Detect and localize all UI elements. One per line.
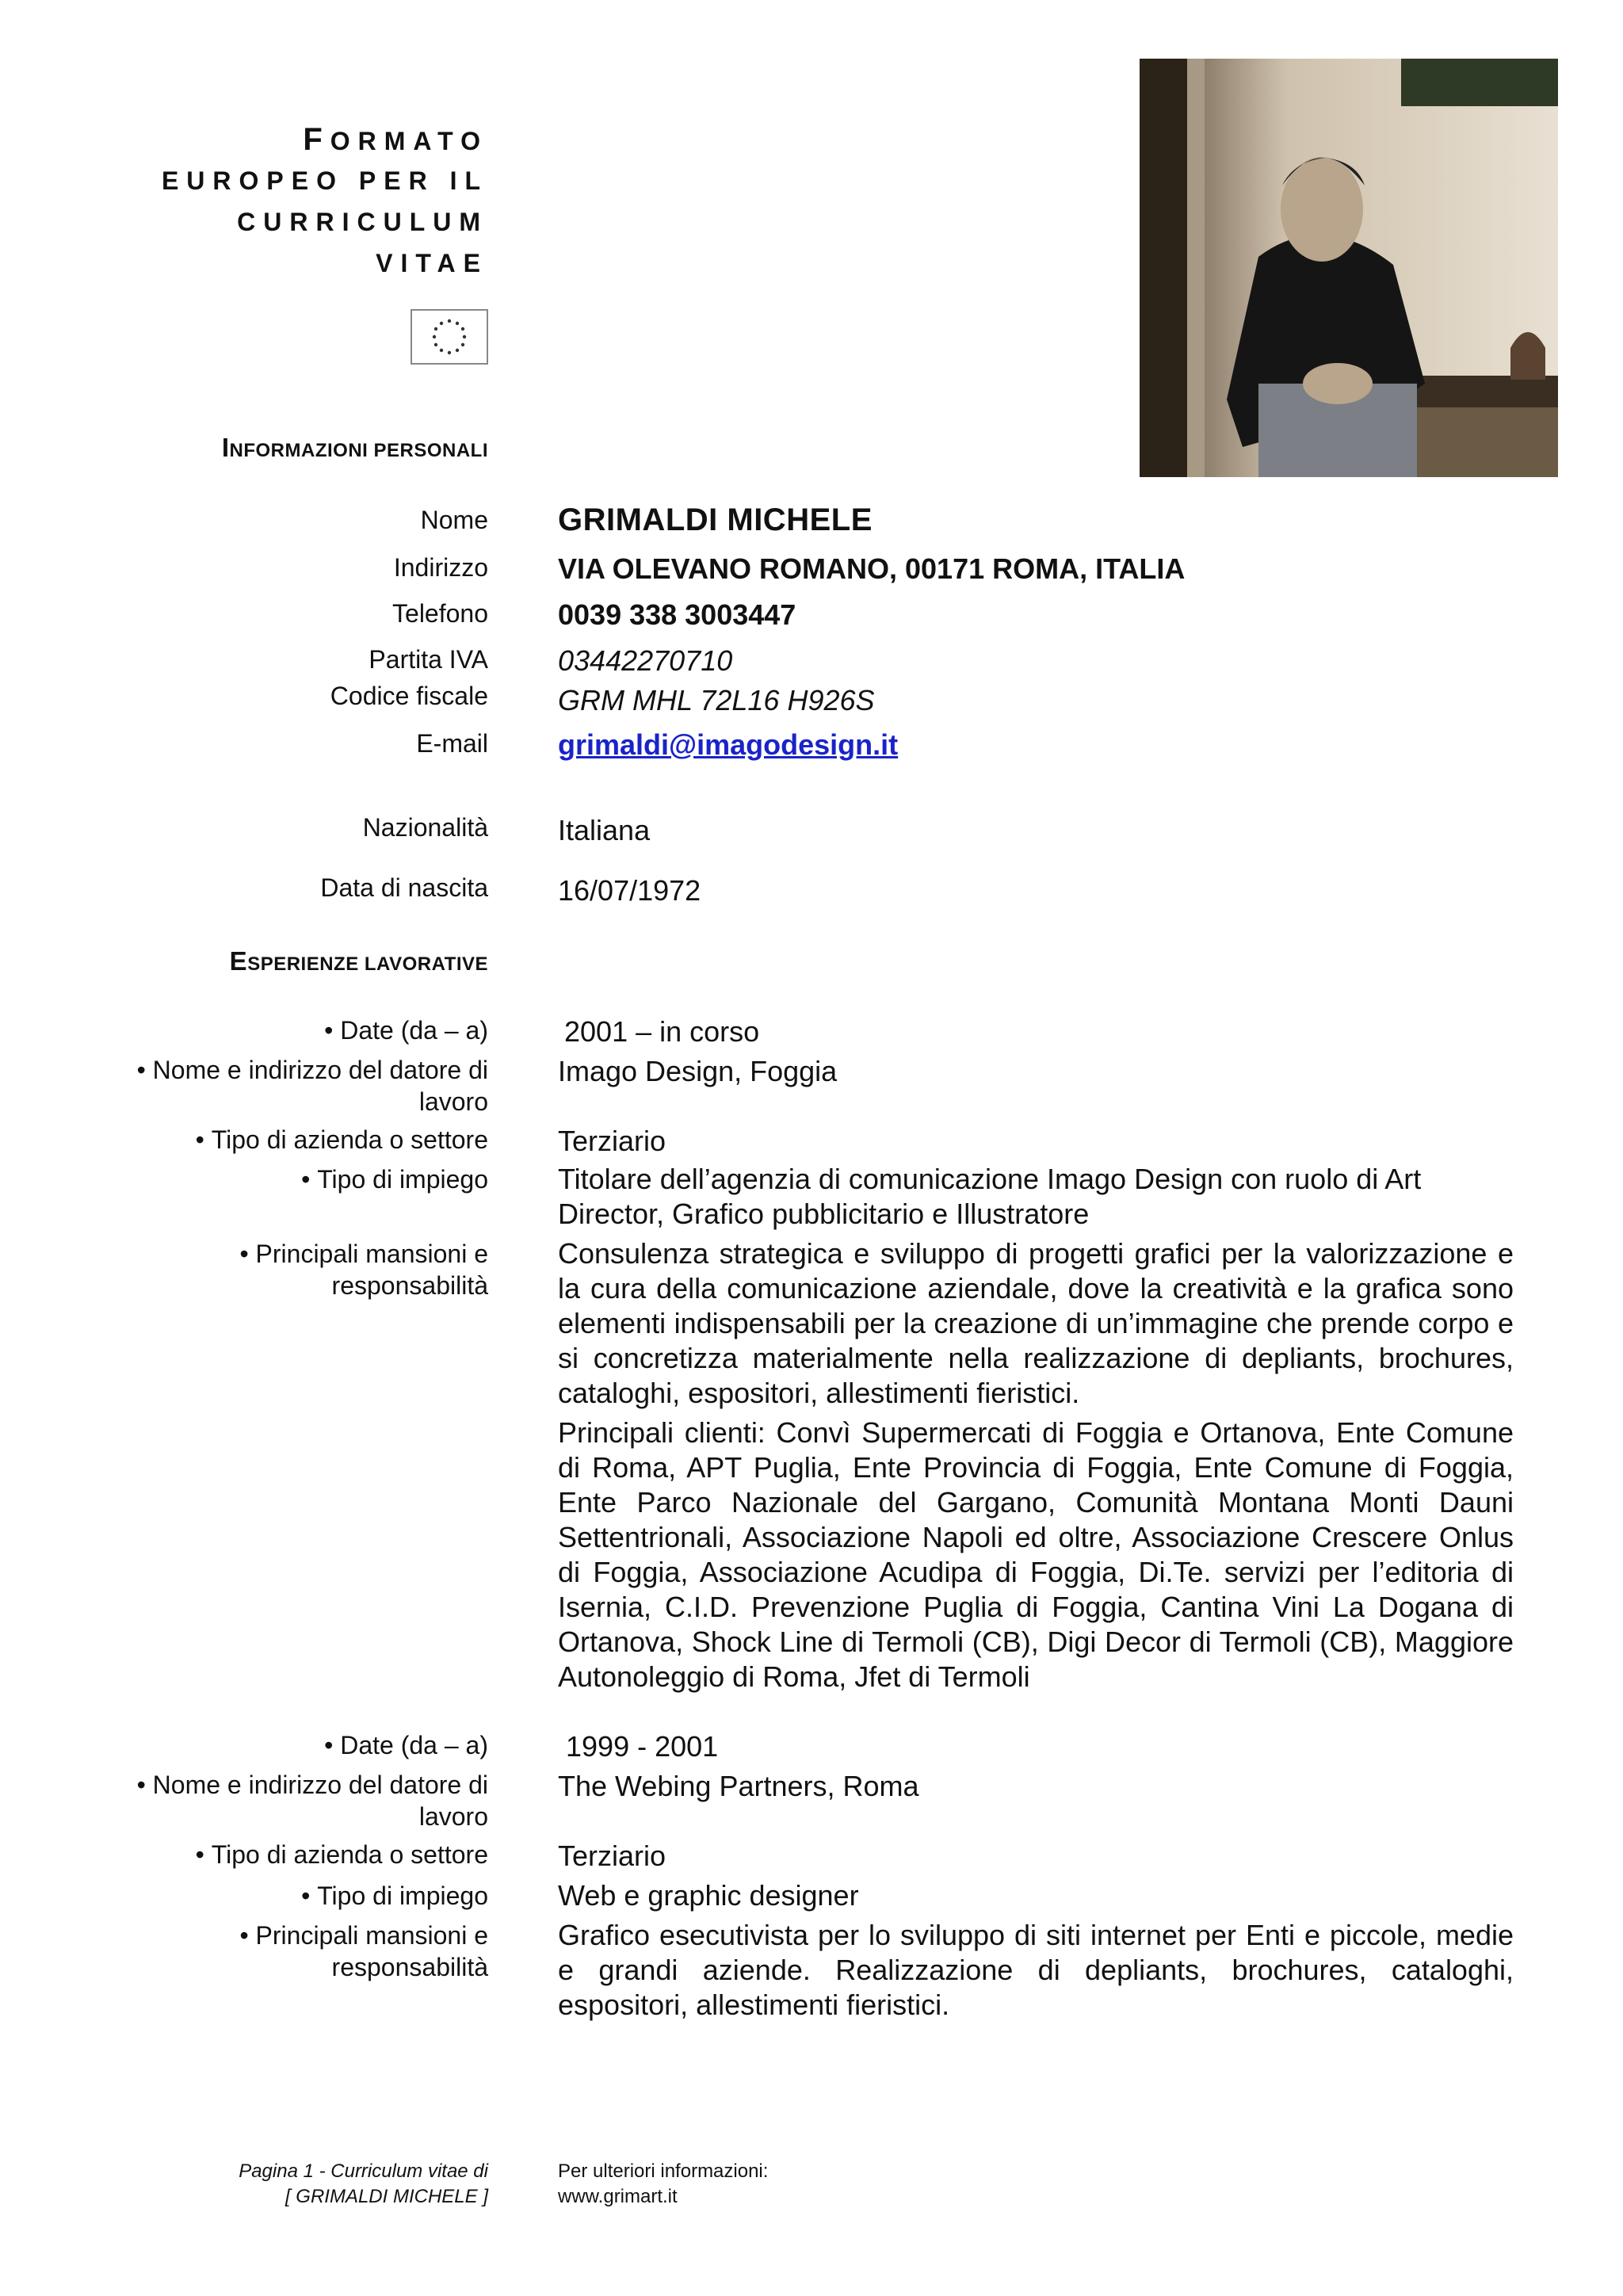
label-tipo-impiego-job-2: • Tipo di impiego [108, 1880, 488, 1912]
clienti-paragraph: Principali clienti: Convì Supermercati di Foggia e Ortanova, Ente Comune di Roma, APT Puglia, Ente Provincia di Foggia, Ente Comune di Foggia, Ente Parco Nazionale del Gargano, Comunità Montana Monti Dauni Settentrionali, Associazione Napoli ed oltre, Associazione Crescere Onlus di Foggia, Associazione Acudipa di Foggia, Di.Te. servizi per l’editoria di Isernia, C.I.D. Prevenzione Puglia di Foggia, Cantina Vini La Dogana di Ortanova, Shock Line di Termoli (CB), Digi Decor di Termoli (CB), Maggiore Autonoleggio di Roma, Jfet di Termoli [558, 1416, 1514, 1693]
value-codice-fiscale: GRM MHL 72L16 H926S [558, 684, 875, 716]
label-indirizzo: Indirizzo [393, 553, 488, 582]
value-telefono: 0039 338 3003447 [558, 598, 796, 631]
footer-name-line: [ GRIMALDI MICHELE ] [285, 2186, 488, 2207]
footer-website-link[interactable]: www.grimart.it [558, 2186, 678, 2207]
mansioni-paragraph: Grafico esecutivista per lo sviluppo di siti internet per Enti e piccole, medie e grandi aziende. Realizzazione di depliants, brochures, cataloghi, espositori, allestimenti fieristici. [558, 1919, 1514, 2021]
value-datore-job-2: The Webing Partners, Roma [558, 1770, 919, 1802]
mansioni-paragraph: Consulenza strategica e sviluppo di progetti grafici per la valorizzazione e la cura della comunicazione aziendale, dove la creatività e la grafica sono elementi indispensabili per la creazione di un’immagine che prende corpo e si concretizza materialmente nella realizzazione di depliants, brochures, cataloghi, espositori, allestimenti fieristici. [558, 1237, 1514, 1409]
label-data-nascita: Data di nascita [320, 873, 488, 902]
value-partita-iva: 03442270710 [558, 644, 733, 677]
value-tipo-impiego-job-1: Titolare dell’agenzia di comunicazione Imago Design con ruolo di Art Director, Grafico pubblicitario e Illustratore [558, 1163, 1422, 1230]
label-nome: Nome [420, 506, 488, 534]
section-header-personal: INFORMAZIONI PERSONALI [221, 433, 488, 462]
footer-contact-info [558, 2159, 768, 2210]
value-date-job-1: 2001 – in corso [564, 1015, 760, 1048]
footer-page-info [239, 2159, 488, 2210]
label-date-job-2: • Date (da – a) [108, 1729, 488, 1761]
value-mansioni-job-2 [558, 1918, 1514, 2023]
label-email: E-mail [416, 729, 488, 758]
email-link[interactable]: grimaldi@imagodesign.it [558, 728, 899, 761]
label-telefono: Telefono [392, 599, 488, 628]
label-datore-job-2: • Nome e indirizzo del datore di lavoro [108, 1769, 488, 1832]
value-indirizzo: VIA OLEVANO ROMANO, 00171 ROMA, ITALIA [558, 552, 1186, 585]
title-line-1: FORMATO [303, 122, 488, 157]
footer-info-line: Per ulteriori informazioni: [558, 2160, 769, 2182]
value-datore-job-1: Imago Design, Foggia [558, 1055, 838, 1087]
title-line-2: EUROPEO PER IL [161, 166, 488, 195]
title-line-3: CURRICULUM [237, 208, 488, 236]
label-tipo-azienda-job-2: • Tipo di azienda o settore [108, 1839, 488, 1870]
value-nazionalita: Italiana [558, 814, 651, 846]
value-tipo-azienda-job-2: Terziario [558, 1839, 666, 1872]
label-date-job-1: • Date (da – a) [108, 1014, 488, 1046]
title-line-4: VITAE [376, 249, 488, 277]
eu-flag-icon [411, 309, 488, 365]
label-tipo-azienda-job-1: • Tipo di azienda o settore [108, 1124, 488, 1156]
label-mansioni-job-1: • Principali mansioni e responsabilità [108, 1238, 488, 1301]
footer-page-line: Pagina 1 - Curriculum vitae di [239, 2160, 488, 2182]
value-tipo-azienda-job-1: Terziario [558, 1125, 666, 1157]
portrait-photo [1140, 59, 1558, 477]
label-mansioni-job-2: • Principali mansioni e responsabilità [108, 1920, 488, 1983]
value-nome: GRIMALDI MICHELE [558, 502, 873, 537]
section-header-experience: ESPERIENZE LAVORATIVE [229, 946, 488, 976]
label-datore-job-1: • Nome e indirizzo del datore di lavoro [108, 1054, 488, 1117]
label-nazionalita: Nazionalità [362, 813, 488, 842]
label-partita-iva: Partita IVA [369, 645, 488, 674]
value-date-job-2: 1999 - 2001 [566, 1730, 719, 1763]
value-tipo-impiego-job-2: Web e graphic designer [558, 1879, 859, 1912]
label-tipo-impiego-job-1: • Tipo di impiego [108, 1163, 488, 1195]
value-mansioni-job-1 [558, 1236, 1514, 1694]
value-data-nascita: 16/07/1972 [558, 874, 701, 907]
label-codice-fiscale: Codice fiscale [330, 682, 488, 710]
